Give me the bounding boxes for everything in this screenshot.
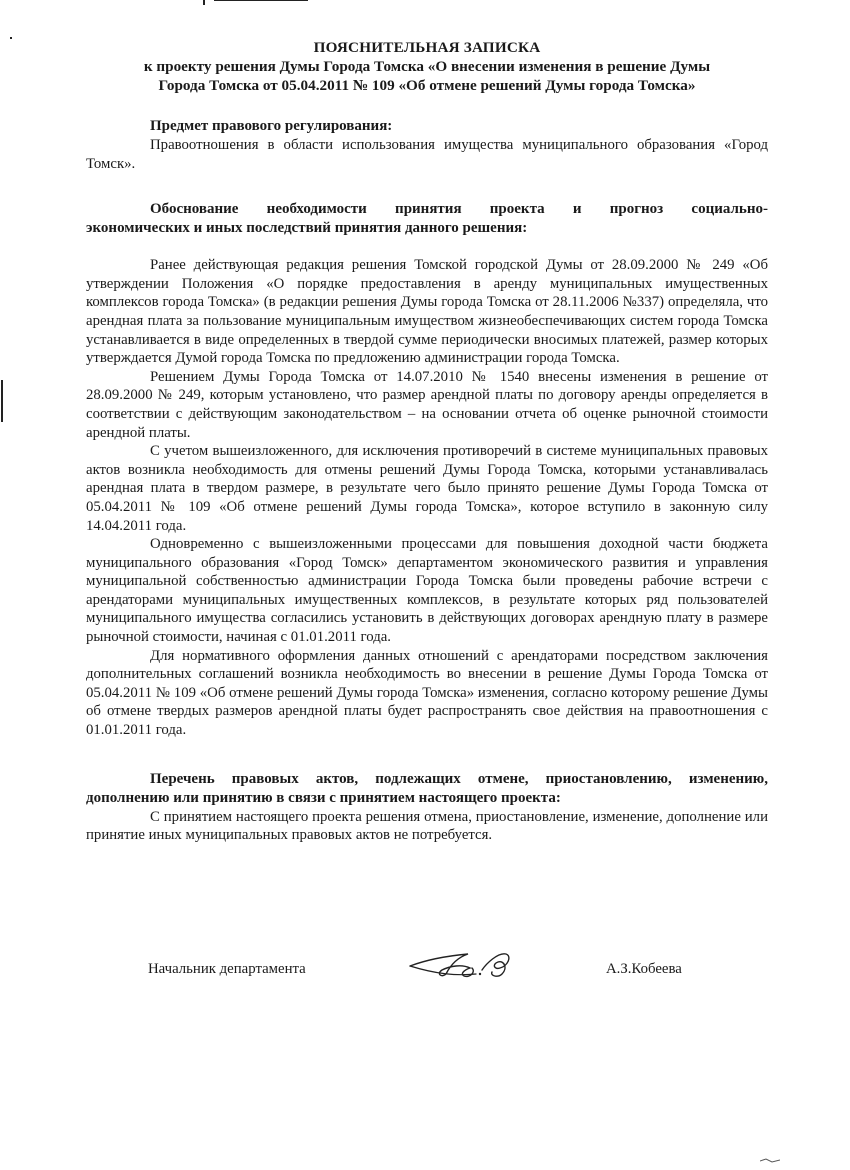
- justification-paragraph: Для нормативного оформления данных отношений с арендаторами посредством заключения дополнительных соглашений возникла необходимость во внесении в решение Думы Города Томска от 05.04.2011 № 109 «Об отмене решений Думы города Томска» изменения, согласно которому решение Думы об отмене твердых размеров арендной платы будет распространять свое действия на правоотношения с 01.01.2011 года.: [86, 647, 768, 739]
- scan-artifact: [1, 380, 3, 422]
- acts-text: С принятием настоящего проекта решения отмена, приостановление, изменение, дополнение или принятие иных муниципальных правовых актов не потребуется.: [86, 808, 768, 844]
- justification-paragraph: С учетом вышеизложенного, для исключения противоречий в системе муниципальных правовых актов возникла необходимость для отмены решений Думы Города Томска, которыми устанавливалась арендная плата в твердом размере, в результате чего было принято решение Думы Города Томска от 05.04.2011 № 109 «Об отмене решений Думы города Томска», которое вступило в законную силу 14.04.2011 года.: [86, 443, 768, 534]
- signature-block: [148, 952, 708, 986]
- justification-heading-line1: Обоснование необходимости принятия проекта и прогноз социально-: [150, 201, 768, 218]
- document-subtitle-line1: к проекту решения Думы Города Томска «О внесении изменения в решение Думы: [143, 58, 711, 75]
- scan-artifact: [214, 0, 308, 1]
- justification-paragraph: Решением Думы Города Томска от 14.07.2010 № 1540 внесены изменения в решение от 28.09.2000 № 249, которым установлено, что размер арендной платы по договору аренды определяется в соответствии с действующим законодательством – на основании отчета об оценке рыночной стоимости арендной платы.: [86, 368, 768, 441]
- scan-artifact: [10, 37, 12, 39]
- subject-text: Правоотношения в области использования имущества муниципального образования «Город Томск».: [86, 137, 768, 172]
- signatory-name: А.З.Кобеева: [606, 961, 682, 977]
- handwritten-signature: [406, 944, 526, 984]
- document-subtitle-line2: Города Томска от 05.04.2011 № 109 «Об отмене решений Думы города Томска»: [158, 77, 696, 94]
- scan-artifact: [760, 1158, 780, 1164]
- justification-paragraph: Ранее действующая редакция решения Томской городской Думы от 28.09.2000 № 249 «Об утверждении Положения «О порядке предоставления в аренду муниципальных имущественных комплексов города Томска» (в редакции решения Думы города Томска от 28.11.2006 №337) определяла, что арендная плата за пользование муниципальным имуществом жизнеобеспечивающих систем города Томска устанавливается в виде определенных в твердой сумме периодически вносимых платежей, размер которых утверждается Думой города Томска по предложению администрации города Томска.: [86, 257, 768, 367]
- signatory-position: Начальник департамента: [148, 961, 306, 977]
- acts-heading-line1: Перечень правовых актов, подлежащих отмене, приостановлению, изменению,: [150, 770, 768, 787]
- document-page: [86, 38, 768, 845]
- acts-heading-line2: дополнению или принятию в связи с принятием настоящего проекта:: [86, 789, 561, 806]
- justification-paragraph: Одновременно с вышеизложенными процессами для повышения доходной части бюджета муниципального образования «Город Томск» департаментом экономического развития и управления муниципальной собственностью администрации Города Томска были проведены рабочие встречи с арендаторами муниципальных имущественных комплексов, в результате которых ряд пользователей муниципального имущества согласились установить в действующих договорах арендную плату в размере рыночной стоимости, начиная с 01.01.2011 года.: [86, 536, 768, 646]
- justification-heading-line2: экономических и иных последствий принятия данного решения:: [86, 220, 528, 237]
- document-title: ПОЯСНИТЕЛЬНАЯ ЗАПИСКА: [313, 39, 541, 56]
- scan-artifact: [203, 0, 205, 5]
- subject-heading: Предмет правового регулирования:: [150, 118, 393, 134]
